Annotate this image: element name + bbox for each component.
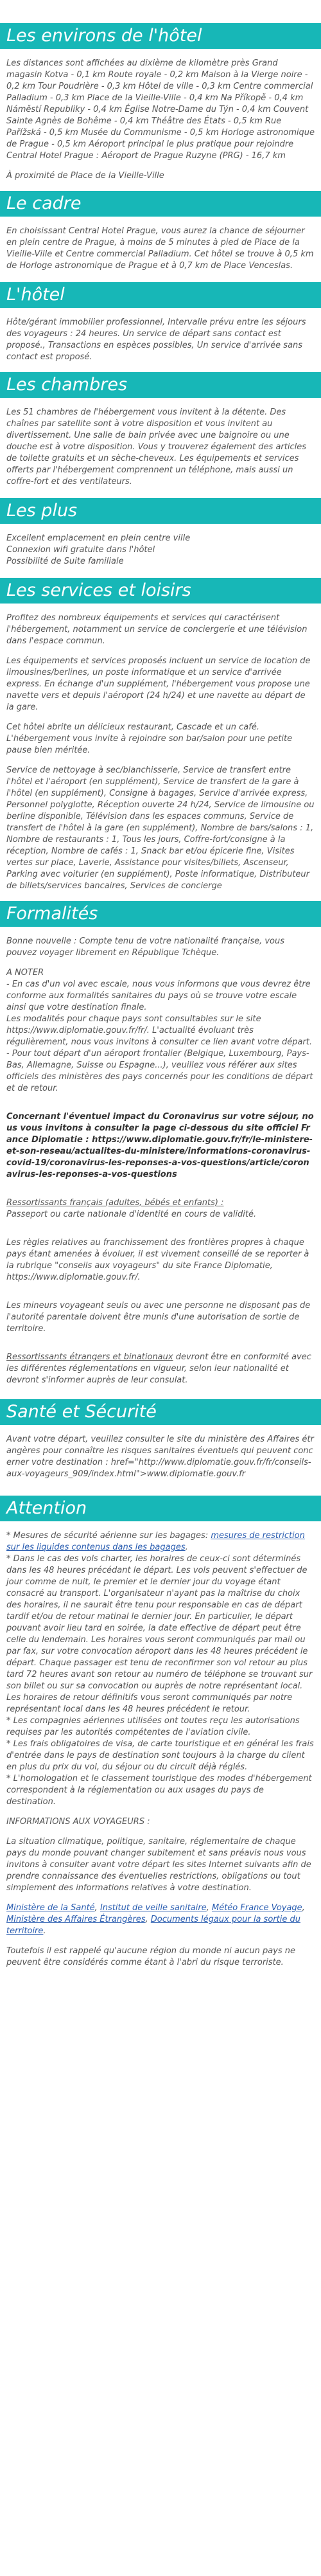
services-intro-text: Profitez des nombreux équipements et services qui caractérisent l'hébergement, notamment un service de conciergerie et une télévision dans l'espace commun. — [6, 613, 308, 646]
section-content-hotel — [0, 317, 321, 363]
section-content-attention — [0, 1530, 321, 1969]
hotel-text: Hôte/gérant immobilier professionnel, Intervalle prévu entre les séjours des voyageurs : 24 heures. Un service de départ sans contact est proposé., Transactions en espèces possibles, Un service d'arrivée sans contact est proposé. — [6, 318, 306, 362]
section-chambres — [0, 372, 321, 488]
section-content-cadre — [0, 226, 321, 272]
attention-note-fees: * Les frais obligatoires de visa, de carte touristique et en général les frais d'entrée dans le pays de destination sont toujours à la charge du client en plus du prix du vol, du séjour ou du circuit déjà réglés. — [6, 1739, 314, 1772]
baggage-restrictions-link[interactable]: mesures de restriction sur les liquides contenus dans les bagages — [6, 1531, 305, 1552]
section-plus — [0, 498, 321, 568]
section-title-hotel: L'hôtel — [0, 282, 321, 308]
section-title-cadre: Le cadre — [0, 191, 321, 217]
attention-info-title: INFORMATIONS AUX VOYAGEURS : — [6, 1817, 150, 1827]
chambres-text: Les 51 chambres de l'hébergement vous invitent à la détente. Des chaînes par satellite sont à votre disposition et vous invitent au divertissement. Une salle de bain privée avec une baignoire ou une douche est à votre disposition. Vous y trouverez également des articles de toilette gratuits et un sèche-cheveux. Les équipements et services offerts par l'hébergement comprennent un téléphone, mais aussi un coffre-fort et des ventilateurs. — [6, 407, 307, 487]
attention-links — [6, 1902, 315, 1937]
formalites-border-rules-text: Les règles relatives au franchissement des frontières propres à chaque pays étant amenées à évoluer, il est vivement conseillé de se reporter à la rubrique "conseils aux voyageurs" du site France Diplomatie, https://www.diplomatie.gouv.fr/. — [6, 1238, 309, 1282]
environs-proximity-text: À proximité de Place de la Vieille-Ville — [6, 171, 164, 181]
formalites-note-line: Les modalités pour chaque pays sont consultables sur le site https://www.diplomatie.gouv.fr/fr/. L'actualité évoluant très régulièrement, nous vous invitons à consulter ce lien avant votre départ. — [6, 1014, 313, 1047]
attention-note-baggage — [6, 1530, 315, 1553]
formalites-foreign-nationals-text: devront être en conformité avec les différentes réglementations en vigueur, selon leur nationalité et devront s'informer auprès de leur consulat. — [6, 1352, 311, 1385]
link-meteo-france-voyage[interactable]: Météo France Voyage — [211, 1903, 302, 1913]
attention-final-text: Toutefois il est rappelé qu'aucune région du monde ni aucun pays ne peuvent être considérés comme étant à l'abri du risque terroriste. — [6, 1946, 296, 1967]
section-title-environs: Les environs de l'hôtel — [0, 23, 321, 49]
section-title-formalites: Formalités — [0, 901, 321, 927]
formalites-coronavirus-text: Concernant l'éventuel impact du Coronavirus sur votre séjour, nous vous invitons à consulter la page ci-dessous du site officiel France Diplomatie : https://www.diplomatie.gouv.fr/fr/le-ministere-et-son-reseau/actualites-du-ministere/informations-coronavirus-covid-19/coronavirus-les-reponses-a-vos-questions/article/coronavirus-les-reponses-a-vos-questions — [6, 1112, 314, 1179]
environs-distances-text: Les distances sont affichées au dixième de kilomètre près Grand magasin Kotva - 0,1 km Route royale - 0,2 km Maison à la Vierge noire - 0,2 km Tour Poudrière - 0,3 km Hôtel de ville - 0,3 km Centre commercial Palladium - 0,3 km Place de la Vieille-Ville - 0,4 km Na Příkopě - 0,4 km Náměstí Republiky - 0,4 km Église Notre-Dame du Týn - 0,4 km Couvent Sainte Agnès de Bohême - 0,4 km Théâtre des États - 0,5 km Rue Pařížská - 0,5 km Musée du Communisme - 0,5 km Horloge astronomique de Prague - 0,5 km Aéroport principal le plus pratique pour rejoindre Central Hotel Prague : Aéroport de Prague Ruzyne (PRG) - 16,7 km — [6, 58, 315, 161]
section-title-services: Les services et loisirs — [0, 578, 321, 604]
section-sante — [0, 1399, 321, 1480]
attention-note-baggage-end: . — [185, 1543, 188, 1552]
section-content-plus — [0, 533, 321, 568]
sante-text: Avant votre départ, veuillez consulter le site du ministère des Affaires étrangères pour connaître les risques sanitaires éventuels qui peuvent concerner votre destination : href="http://www.diplomatie.gouv.fr/fr/conseils-aux-voyageurs_909/index.html">www.diplomatie.gouv.fr — [6, 1435, 314, 1479]
formalites-french-nationals-label: Ressortissants français (adultes, bébés et enfants) : — [6, 1198, 224, 1208]
formalites-note-heading: A NOTER — [6, 968, 44, 978]
formalites-note-block — [6, 967, 315, 1095]
link-separator: . — [43, 1926, 46, 1936]
services-list-text: Service de nettoyage à sec/blanchisserie, Service de transfert entre l'hôtel et l'aéroport (en supplément), Service de transfert de la gare à l'hôtel (en supplément), Consigne à bagages, Service d'arrivée express, Personnel polyglotte, Réception ouverte 24 h/24, Service de limousine ou berline disponible, Télévision dans les espaces communs, Service de transfert de l'hôtel à la gare (en supplément), Nombre de bars/salons : 1, Nombre de restaurants : 1, Tous les jours, Coffre-fort/consigne à la réception, Nombre de cafés : 1, Snack bar et/ou épicerie fine, Visites vertes sur place, Laverie, Assistance pour visites/billets, Ascenseur, Parking avec voiturier (en supplément), Poste informatique, Distributeur de billets/services bancaires, Services de concierge — [6, 765, 315, 891]
link-separator: , — [302, 1903, 305, 1913]
formalites-foreign-nationals-label: Ressortissants étrangers et binationaux — [6, 1352, 173, 1362]
section-title-chambres: Les chambres — [0, 372, 321, 398]
section-services — [0, 578, 321, 892]
section-hotel — [0, 282, 321, 363]
section-title-plus: Les plus — [0, 498, 321, 524]
link-institut-veille-sanitaire[interactable]: Institut de veille sanitaire — [100, 1903, 207, 1913]
section-content-sante — [0, 1434, 321, 1480]
formalites-minors-text: Les mineurs voyageant seuls ou avec une personne ne disposant pas de l'autorité parentale doivent être munis d'une autorisation de sortie de territoire. — [6, 1301, 311, 1334]
plus-item: Connexion wifi gratuite dans l'hôtel — [6, 545, 155, 555]
section-title-attention: Attention — [0, 1496, 321, 1521]
section-attention — [0, 1496, 321, 1969]
attention-note-classification: * L'homologation et le classement touristique des modes d'hébergement correspondent à la réglementation ou aux usages du pays de destination. — [6, 1774, 312, 1807]
attention-note-charter: * Dans le cas des vols charter, les horaires de ceux-ci sont déterminés dans les 48 heures précédant le départ. Les vols peuvent s'effectuer de jour comme de nuit, le premier et le dernier jour du voyage étant consacré au transport. L'organisateur n'ayant pas la maîtrise du choix des horaires, il ne saurait être tenu pour responsable en cas de départ tardif et/ou de retour matinal le dernier jour. En particulier, le départ pouvant avoir lieu tard en soirée, la date effective de départ peut être celle du lendemain. Les horaires vous seront communiqués par mail ou par fax, sur votre convocation aéroport dans les 48 heures précédent le départ. Chaque passager est tenu de reconfirmer son vol retour au plus tard 72 heures avant son retour au numéro de téléphone se trouvant sur son billet ou sur sa convocation ou auprès de notre représentant local. Les horaires de retour définitifs vous seront communiqués par notre représentant local dans les 48 heures précédent le retour. — [6, 1554, 313, 1714]
services-equipment-text: Les équipements et services proposés incluent un service de location de limousines/berlines, un poste informatique et un service d'arrivée express. En échange d'un supplément, l'hébergement vous propose une navette vers et depuis l'aéroport (24 h/24) et une navette au départ de la gare. — [6, 656, 311, 712]
link-separator: , — [145, 1915, 151, 1924]
section-content-chambres — [0, 407, 321, 488]
section-content-formalites — [0, 936, 321, 1386]
section-content-environs — [0, 58, 321, 182]
link-ministere-sante[interactable]: Ministère de la Santé — [6, 1903, 95, 1913]
formalites-foreign-nationals — [6, 1352, 315, 1386]
section-cadre — [0, 191, 321, 272]
plus-list — [6, 533, 315, 568]
formalites-nationality-text: Bonne nouvelle : Compte tenu de votre nationalité française, vous pouvez voyager librement en République Tchèque. — [6, 936, 285, 958]
link-separator: , — [94, 1903, 100, 1913]
link-separator: , — [206, 1903, 212, 1913]
attention-info-text: La situation climatique, politique, sanitaire, réglementaire de chaque pays du monde pouvant changer subitement et sans préavis nous vous invitons à consulter avant votre départ les sites Internet suivants afin de prendre connaissance des éventuelles restrictions, obligations ou tout simplement des informations relatives à votre destination. — [6, 1837, 311, 1893]
link-documents-legaux[interactable]: Documents légaux pour la sortie du territoire — [6, 1915, 300, 1936]
section-content-services — [0, 613, 321, 892]
attention-note-airlines: * Les compagnies aériennes utilisées ont toutes reçu les autorisations requises par les autorités compétentes de l'aviation civile. — [6, 1716, 300, 1737]
plus-item: Possibilité de Suite familiale — [6, 557, 124, 566]
plus-item: Excellent emplacement en plein centre ville — [6, 533, 191, 543]
section-title-sante: Santé et Sécurité — [0, 1399, 321, 1425]
formalites-french-nationals-text: Passeport ou carte nationale d'identité en cours de validité. — [6, 1210, 257, 1219]
attention-note-baggage-text: * Mesures de sécurité aérienne sur les bagages: — [6, 1531, 211, 1541]
link-ministere-affaires-etrangeres[interactable]: Ministère des Affaires Étrangères — [6, 1915, 146, 1924]
attention-notes-list — [6, 1530, 315, 1808]
formalites-note-line: - En cas d'un vol avec escale, nous vous informons que vous devrez être conforme aux formalités sanitaires du pays où se trouve votre escale ainsi que votre destination finale. — [6, 979, 311, 1012]
formalites-note-line: - Pour tout départ d'un aéroport frontalier (Belgique, Luxembourg, Pays-Bas, Allemagne, Suisse ou Espagne...), veuillez vous référer aux sites officiels des ministères des pays concernés pour les conditions de départ et de retour. — [6, 1049, 313, 1093]
cadre-text: En choisissant Central Hotel Prague, vous aurez la chance de séjourner en plein centre de Prague, à moins de 5 minutes à pied de Place de la Vieille-Ville et Centre commercial Palladium. Cet hôtel se trouve à 0,5 km de Horloge astronomique de Prague et à 0,7 km de Place Venceslas. — [6, 226, 314, 271]
formalites-french-nationals — [6, 1197, 315, 1221]
services-restaurant-text: Cet hôtel abrite un délicieux restaurant, Cascade et un café. L'hébergement vous invite à rejoindre son bar/salon pour une petite pause bien méritée. — [6, 722, 293, 755]
section-environs — [0, 23, 321, 182]
section-formalites — [0, 901, 321, 1386]
